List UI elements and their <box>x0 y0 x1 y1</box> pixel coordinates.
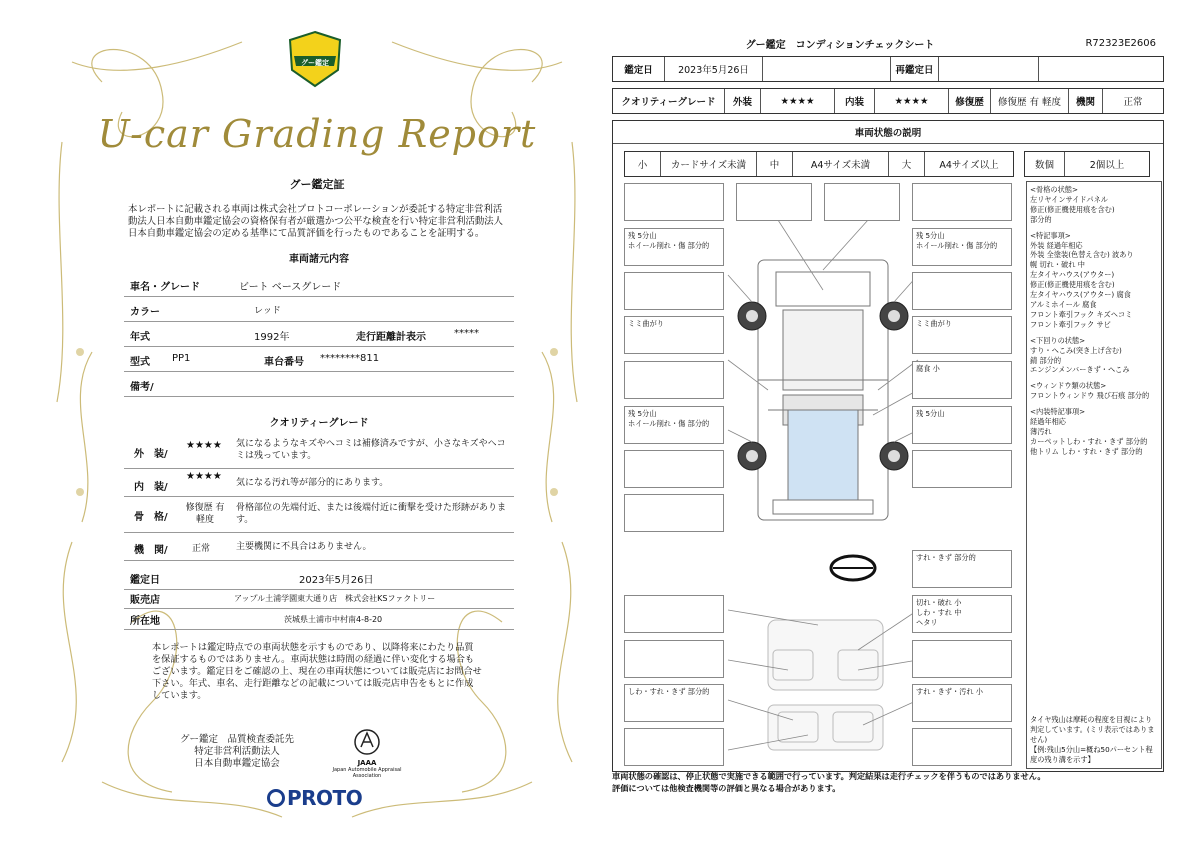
repair-value: 修復歴 有 軽度 <box>991 89 1069 113</box>
spec-row-remarks <box>124 372 514 397</box>
quality-row-exterior <box>124 434 514 469</box>
sheet-date-label: 鑑定日 <box>613 57 665 81</box>
box-t2 <box>824 183 900 221</box>
legend-line: エンジンメンバーきず・へこみ <box>1030 365 1130 375</box>
box-i4 <box>624 728 724 766</box>
quality-row-frame <box>124 496 514 533</box>
box-i2 <box>624 640 724 678</box>
legend-line: フロントウィンドウ 飛び石痕 部分的 <box>1030 391 1150 401</box>
sheet-title: グー鑑定 コンディションチェックシート <box>745 40 935 51</box>
frame-label: 骨 格/ <box>134 512 168 523</box>
legend-line: <骨格の状態> <box>1030 185 1078 194</box>
legend-line: 外装 経過年相応 <box>1030 240 1083 250</box>
size-legend <box>624 151 1014 177</box>
legend-line: フロント牽引フック サビ <box>1030 319 1111 329</box>
box-l8 <box>624 494 724 532</box>
note-mid-left: ミミ曲がり <box>624 316 724 354</box>
count-label: 数個 <box>1025 152 1065 176</box>
legend-line: アルミホイール 腐食 <box>1030 299 1097 309</box>
certificate-disclaimer: 本レポートは鑑定時点での車両状態を示すものであり、以降将来にわたり品質を保証するものではありません。車両状態は時間の経過に伴い変化する場合もございます。鑑定日をご確認の上、現在の車両状態については販売店にお問合せ下さい。年式、車名、走行距離などの記載については販売店申告をもとに作成しています。 <box>152 642 482 701</box>
legend-line: 左リヤインサイドパネル <box>1030 194 1108 204</box>
legend-line: 他トリム しわ・すれ・きず 部分的 <box>1030 446 1143 456</box>
bottom-note-2: 評価については他検査機関等の評価と異なる場合があります。 <box>612 782 841 793</box>
quality-table <box>612 88 1164 114</box>
count-value: 2個以上 <box>1089 160 1125 171</box>
info-row-address <box>124 609 514 630</box>
report-script-title: U-car Grading Report <box>97 112 537 156</box>
mileage-value: ***** <box>454 328 479 339</box>
info-row-date <box>124 565 514 590</box>
exterior-label: 外 装/ <box>134 449 168 460</box>
sheet-code: R72323E2606 <box>1085 38 1156 49</box>
ext-label: 外装 <box>725 89 761 113</box>
chassis-label: 車台番号 <box>264 357 304 368</box>
note-rust: 腐食 小 <box>912 361 1012 399</box>
condition-check-sheet <box>610 30 1166 800</box>
color-label: カラー <box>130 307 160 318</box>
certificate-heading: グー鑑定証 <box>289 178 345 191</box>
size-mid: 中 <box>757 152 793 176</box>
address-value: 茨城県土浦市中村南4-8-20 <box>284 615 383 624</box>
issuer-block <box>172 734 302 770</box>
legend-line: <内装特記事項> <box>1030 407 1086 417</box>
legend-line: カーペットしわ・すれ・きず 部分的 <box>1030 436 1148 446</box>
bottom-note-1: 車両状態の確認は、停止状態で実施できる範囲で行っています。判定結果は走行チェックを伴うものではありません。 <box>612 771 1046 781</box>
note-seat: 切れ・破れ 小 しわ・すれ 中 ヘタリ <box>912 595 1012 633</box>
ext-stars: ★★★★ <box>761 89 835 113</box>
box-r3 <box>912 272 1012 310</box>
legend-line: すり・へこみ(突き上げ含む) <box>1030 345 1122 355</box>
box-i3 <box>912 640 1012 678</box>
legend-line: フロント牽引フック キズヘコミ <box>1030 309 1133 319</box>
note-floor-left: しわ・すれ・きず 部分的 <box>624 684 724 722</box>
box-r7 <box>912 450 1012 488</box>
size-large: 大 <box>889 152 925 176</box>
legend-line: 錆 部分的 <box>1030 355 1062 365</box>
date-label: 鑑定日 <box>130 575 160 586</box>
legend-lines <box>1030 185 1158 457</box>
legend-line: <特記事項> <box>1030 230 1071 240</box>
engine-text: 主要機関に不具合はありません。 <box>236 542 372 552</box>
legend-line: <ウィンドウ類の状態> <box>1030 381 1107 391</box>
steering-wheel-icon <box>831 556 875 580</box>
spec-row-year <box>124 322 514 347</box>
exterior-stars: ★★★★ <box>186 440 222 451</box>
legend-line: 修正(修正機使用痕を含む) <box>1030 204 1115 214</box>
legend-line: 左タイヤハウス(アウター) <box>1030 270 1115 280</box>
legend-line: <下回りの状態> <box>1030 335 1086 345</box>
note-front-left-tire: 残 5分山 ホイール削れ・傷 部分的 <box>624 228 724 266</box>
interior-label: 内 装/ <box>134 482 168 493</box>
spec-row-name <box>124 272 514 297</box>
spec-section-title: 車両諸元内容 <box>289 254 349 265</box>
legend-line: 経過年相応 <box>1030 417 1066 427</box>
box-t1 <box>736 183 812 221</box>
dealer-label: 販売店 <box>130 595 160 606</box>
repair-label: 修復歴 <box>949 89 991 113</box>
note-rear-right-tire: 残 5分山 <box>912 406 1012 444</box>
size-small-desc: カードサイズ未満 <box>661 152 757 176</box>
dealer-value: アップル土浦学園東大通り店 株式会社KSファクトリー <box>234 594 436 603</box>
issuer-line-3: 日本自動車鑑定協会 <box>194 758 280 769</box>
note-mid-right: ミミ曲がり <box>912 316 1012 354</box>
jaaa-subtext: Japan Automobile Appraisal Association <box>332 767 402 779</box>
certificate-intro: 本レポートに記載される車両は株式会社プロトコーポレーションが委託する特定非営利活動法人日本自動車鑑定協会の資格保有者が厳選かつ公平な検査を行い特定非営利活動法人日本自動車鑑定協会の定める基準にて品質評価を行ったものであることを証明する。 <box>128 204 504 239</box>
issuer-line-1: グー鑑定 品質検査委託先 <box>179 734 294 745</box>
color-value: レッド <box>254 306 281 316</box>
proto-logo <box>267 786 362 810</box>
engine-label: 機 関/ <box>134 545 168 556</box>
quality-section-title: クオリティーグレード <box>269 418 369 429</box>
note-steering: すれ・きず 部分的 <box>912 550 1012 588</box>
frame-text: 骨格部位の先端付近、または後端付近に衝撃を受けた形跡があります。 <box>236 503 507 525</box>
reinspect-value <box>939 57 1039 81</box>
engine-value: 正常 <box>192 544 211 554</box>
proto-mark-icon <box>267 789 285 807</box>
engine-value-sheet: 正常 <box>1123 97 1143 108</box>
legend-line: 修正(修正機使用痕を含む) <box>1030 280 1115 290</box>
legend-line: 外装 全塗装(色替え含む) 波あり <box>1030 250 1134 260</box>
box-l7 <box>624 450 724 488</box>
box-l5 <box>624 361 724 399</box>
box-i1 <box>624 595 724 633</box>
mileage-label: 走行距離計表示 <box>356 332 426 343</box>
legend-line: 部分的 <box>1030 214 1052 224</box>
note-front-right-tire: 残 5分山 ホイール削れ・傷 部分的 <box>912 228 1012 266</box>
jaaa-logo <box>332 727 402 779</box>
exterior-text: 気になるようなキズやヘコミは補修済みですが、小さなキズやヘコミは残っています。 <box>236 439 506 461</box>
quality-label: クオリティーグレード <box>613 89 725 113</box>
reinspect-label: 再鑑定日 <box>891 57 939 81</box>
chassis-value: ********811 <box>320 353 380 364</box>
interior-text: 気になる汚れ等が部分的にあります。 <box>236 478 389 488</box>
name-value: ビート ベースグレード <box>239 282 342 293</box>
box-l3 <box>624 272 724 310</box>
spec-row-model <box>124 347 514 372</box>
year-label: 年式 <box>130 332 150 343</box>
proto-text: PROTO <box>287 786 363 810</box>
name-label: 車名・グレード <box>130 282 200 293</box>
year-value: 1992年 <box>254 332 290 343</box>
sheet-date-value: 2023年5月26日 <box>665 57 763 81</box>
frame-value: 修復歴 有 軽度 <box>185 503 225 525</box>
date-value: 2023年5月26日 <box>299 575 374 586</box>
box-r1 <box>912 183 1012 221</box>
quality-row-interior <box>124 468 514 497</box>
note-floor-right: すれ・きず・汚れ 小 <box>912 684 1012 722</box>
info-row-dealer <box>124 588 514 609</box>
jaaa-emblem-icon <box>352 727 382 757</box>
issuer-line-2: 特定非営利活動法人 <box>194 746 280 757</box>
size-mid-desc: A4サイズ未満 <box>793 152 889 176</box>
legend-line: 左タイヤハウス(アウター) 腐食 <box>1030 290 1131 300</box>
box-l1 <box>624 183 724 221</box>
legend-line: 薄汚れ <box>1030 426 1052 436</box>
goo-kantei-logo <box>288 30 342 88</box>
tire-note: タイヤ残山は摩耗の程度を目視により判定しています。(ミリ表示ではありません) 【例:残山5分山=概ね50パーセント程度の残り溝を示す】 <box>1030 715 1155 765</box>
legend-line: 幌 切れ・破れ 中 <box>1030 260 1085 270</box>
engine-label-sheet: 機関 <box>1069 89 1103 113</box>
spec-row-color <box>124 297 514 322</box>
condition-legend <box>1026 181 1162 769</box>
interior-stars: ★★★★ <box>186 471 222 482</box>
int-stars: ★★★★ <box>875 89 949 113</box>
model-value: PP1 <box>172 353 191 364</box>
count-legend <box>1024 151 1150 177</box>
grading-certificate <box>42 22 592 822</box>
date-blank-1 <box>763 57 891 81</box>
size-large-desc: A4サイズ以上 <box>939 160 999 171</box>
jaaa-text: JAAA <box>357 759 377 767</box>
badge-label: グー鑑定 <box>301 59 329 67</box>
note-rear-left-tire: 残 5分山 ホイール削れ・傷 部分的 <box>624 406 724 444</box>
remarks-label: 備考/ <box>130 382 154 393</box>
size-small: 小 <box>625 152 661 176</box>
int-label: 内装 <box>835 89 875 113</box>
model-label: 型式 <box>130 357 150 368</box>
box-i5 <box>912 728 1012 766</box>
sheet-bottom-note <box>612 771 1164 794</box>
quality-row-engine <box>124 532 514 561</box>
address-label: 所在地 <box>130 616 160 627</box>
state-title: 車両状態の説明 <box>613 121 1163 144</box>
date-table <box>612 56 1164 82</box>
